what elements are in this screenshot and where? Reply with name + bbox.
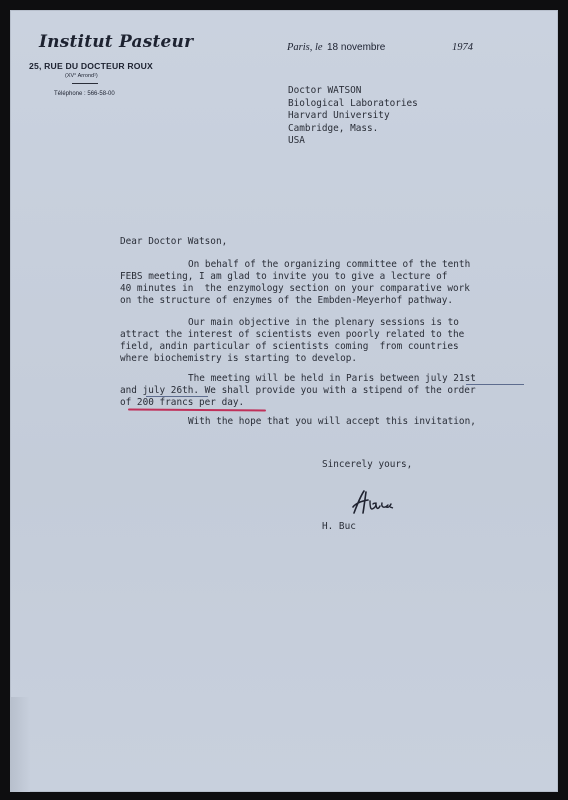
letterhead-institution: Institut Pasteur [39, 32, 194, 52]
recipient-line: Biological Laboratories [288, 97, 418, 109]
letterhead-address: 25, RUE DU DOCTEUR ROUX [29, 61, 153, 71]
letterhead-arrondissement: (XV° Arrond¹) [65, 73, 98, 79]
paragraph-3-line: The meeting will be held in Paris between july 21st [188, 373, 476, 384]
paragraph-1-line: FEBS meeting, I am glad to invite you to give a lecture of [120, 271, 448, 282]
closing: Sincerely yours, [322, 459, 413, 470]
letterhead-telephone: Téléphone : 566-58-00 [54, 91, 115, 97]
paragraph-3-line: and july 26th. We shall provide you with a stipend of the order [120, 385, 476, 396]
date-line [287, 42, 386, 53]
paragraph-2-line: attract the interest of scientists even poorly related to the [120, 329, 465, 340]
letter-sheet [10, 10, 558, 792]
signature-name: H. Buc [322, 521, 356, 532]
paragraph-4: With the hope that you will accept this invitation, [188, 416, 476, 427]
paragraph-1-line: 40 minutes in the enzymology section on your comparative work [120, 283, 470, 294]
page-fold [10, 697, 30, 792]
recipient-line: Cambridge, Mass. [288, 122, 379, 134]
paragraph-1-line: On behalf of the organizing committee of the tenth [188, 259, 471, 270]
handwritten-signature [340, 487, 400, 521]
date-day-month: 18 novembre [327, 42, 386, 53]
date-place: Paris, le [287, 42, 323, 53]
recipient-line: USA [288, 135, 305, 146]
paragraph-2-line: where biochemistry is starting to develop. [120, 353, 358, 364]
paragraph-3-line: of 200 francs per day. [120, 397, 245, 408]
paragraph-2-line: Our main objective in the plenary sessions is to [188, 317, 459, 328]
letterhead-rule [72, 83, 98, 84]
paragraph-1-line: on the structure of enzymes of the Embden-Meyerhof pathway. [120, 295, 454, 306]
recipient-line: Harvard University [288, 110, 390, 121]
underline-july-21st [466, 384, 524, 385]
underline-july-26th [146, 396, 208, 397]
paragraph-2-line: field, andin particular of scientists coming from countries [120, 341, 459, 352]
salutation: Dear Doctor Watson, [120, 236, 228, 247]
recipient-block [288, 85, 418, 148]
date-year: 1974 [452, 42, 473, 53]
recipient-line: Doctor WATSON [288, 85, 362, 96]
